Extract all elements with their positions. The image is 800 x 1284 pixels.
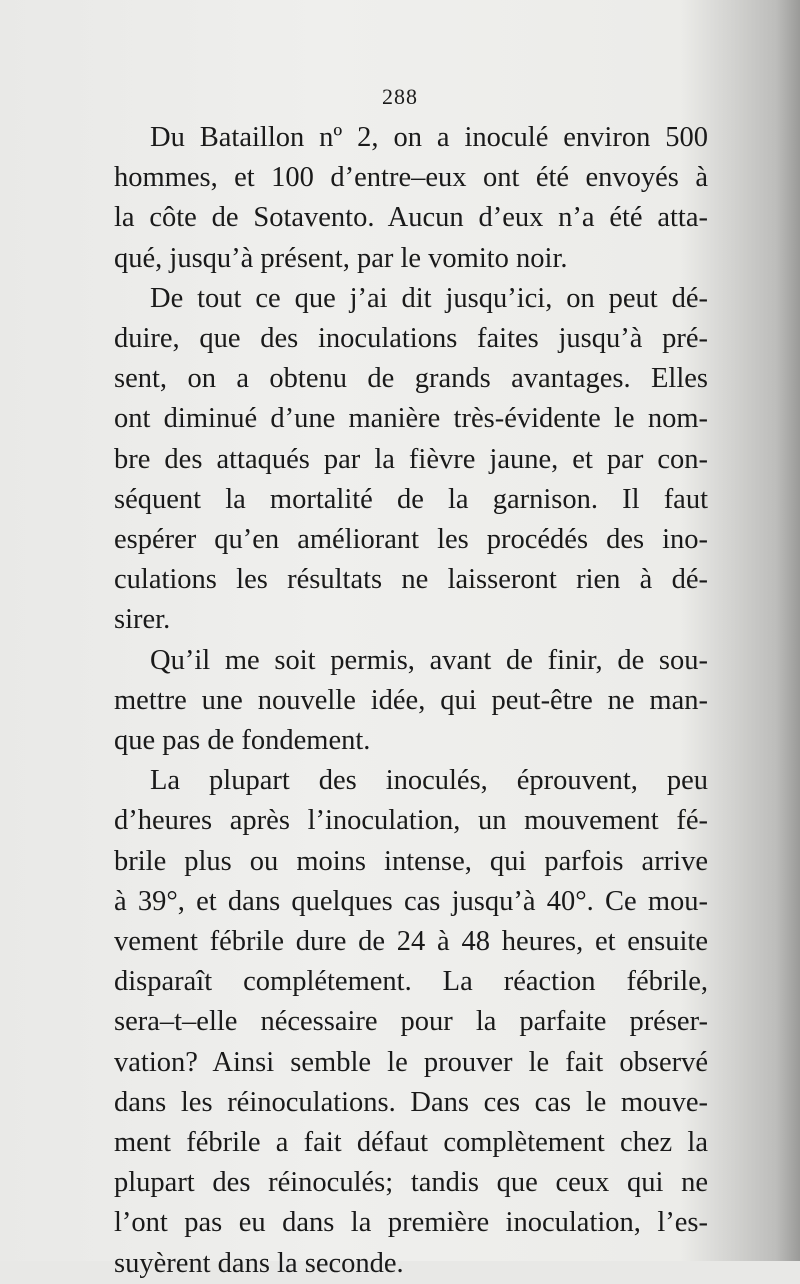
text-line: que pas de fondement. <box>114 725 371 757</box>
text-line: De tout ce que j’ai dit jusqu’ici, on peut dé- <box>150 282 708 314</box>
text-line: mettre une nouvelle idée, qui peut-être ne man- <box>114 684 708 716</box>
text-line: vement fébrile dure de 24 à 48 heures, et ensuite <box>114 926 708 958</box>
text-line: sent, on a obtenu de grands avantages. Elles <box>114 363 708 395</box>
text-line: Du Bataillon nº 2, on a inoculé environ 500 <box>150 122 708 153</box>
text-line: d’heures après l’inoculation, un mouvement fé- <box>114 805 708 837</box>
text-line: dans les réinoculations. Dans ces cas le mouve- <box>114 1086 708 1118</box>
text-line: l’ont pas eu dans la première inoculation, l’es- <box>114 1207 708 1239</box>
text-line: ment fébrile a fait défaut complètement chez la <box>114 1127 708 1159</box>
text-line: espérer qu’en améliorant les procédés des ino- <box>114 524 708 556</box>
text-line: culations les résultats ne laisseront rien à dé- <box>114 564 708 596</box>
text-line: duire, que des inoculations faites jusqu’à pré- <box>114 323 708 355</box>
body-text <box>78 118 708 1284</box>
page-number: 288 <box>382 84 418 109</box>
text-line: plupart des réinoculés; tandis que ceux qui ne <box>114 1167 708 1199</box>
text-line: à 39°, et dans quelques cas jusqu’à 40°. Ce mou- <box>114 885 708 917</box>
text-line: vation? Ainsi semble le prouver le fait observé <box>114 1046 708 1078</box>
text-line: brile plus ou moins intense, qui parfois arrive <box>114 845 708 877</box>
text-line: hommes, et 100 d’entre–eux ont été envoyés à <box>114 162 708 194</box>
text-line: ont diminué d’une manière très-évidente le nom- <box>114 403 708 435</box>
text-line: bre des attaqués par la fièvre jaune, et par con- <box>114 443 708 475</box>
paragraph-1 <box>78 118 708 279</box>
paragraph-4 <box>78 761 708 1284</box>
text-line: Qu’il me soit permis, avant de finir, de sou- <box>150 644 708 676</box>
text-line: la côte de Sotavento. Aucun d’eux n’a été atta- <box>114 202 708 234</box>
text-line: La plupart des inoculés, éprouvent, peu <box>150 765 708 797</box>
text-line: suyèrent dans la seconde. <box>114 1247 404 1279</box>
text-line: qué, jusqu’à présent, par le vomito noir. <box>114 242 568 274</box>
text-line: séquent la mortalité de la garnison. Il faut <box>114 483 708 515</box>
text-line: sera–t–elle nécessaire pour la parfaite préser- <box>114 1006 708 1038</box>
paragraph-2 <box>78 279 708 641</box>
paragraph-3 <box>78 641 708 762</box>
text-line: disparaît complétement. La réaction fébrile, <box>114 966 708 998</box>
text-line: sirer. <box>114 604 171 636</box>
